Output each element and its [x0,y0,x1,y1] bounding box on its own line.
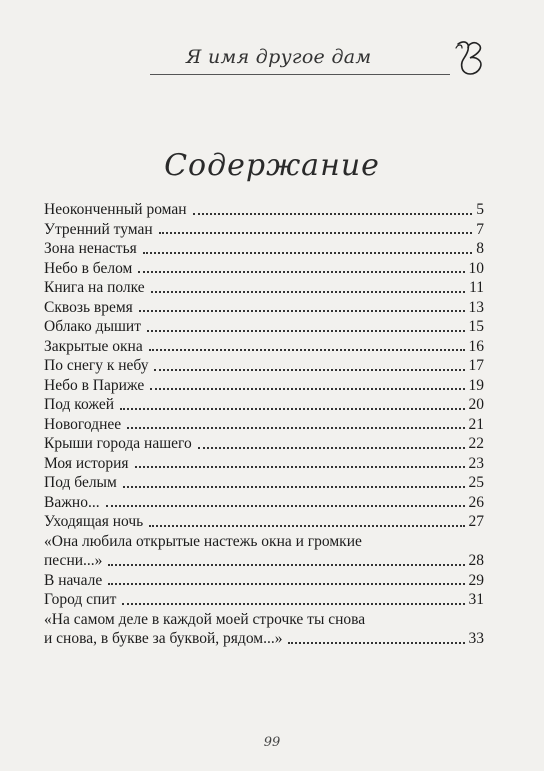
toc-entry-page: 26 [468,493,484,511]
toc-entry-title: Моя история [44,454,129,472]
toc-entry [44,356,484,376]
toc-entry-title-line2: и снова, в букве за буквой, рядом...» [44,630,283,647]
toc-entry-page: 31 [468,591,484,608]
toc-entry-title: Книга на полке [44,279,145,296]
toc-entry-title-line1: «На самом деле в каждой моей строчке ты снова [44,610,366,628]
running-head-title: Я имя другое дам [186,46,372,68]
toc-entry-page: 29 [468,571,484,589]
toc-entry-page: 15 [468,318,484,335]
toc-entry [44,532,484,571]
toc-entry [44,590,484,610]
toc-entry-page: 13 [468,298,484,316]
toc-entry-page: 8 [476,240,484,257]
toc-entry-page: 10 [468,259,484,277]
toc-entry-title: В начале [44,571,103,589]
toc-entry [44,200,484,220]
dot-leader [154,369,464,371]
dot-leader [198,447,465,449]
dot-leader [127,427,464,429]
toc-entry [44,473,484,493]
toc-entry [44,298,484,318]
dot-leader [159,232,473,234]
toc-entry-page: 7 [476,220,484,238]
toc-entry [44,454,484,474]
toc-entry [44,239,484,259]
toc-entry [44,337,484,357]
dot-leader [149,349,465,351]
table-of-contents [44,200,484,649]
toc-entry-page: 22 [468,435,484,452]
dot-leader [139,310,465,312]
toc-entry-page: 19 [468,376,484,394]
dot-leader [151,291,465,293]
dot-leader [147,330,465,332]
toc-entry-page: 5 [476,201,484,218]
toc-entry [44,395,484,415]
toc-entry-title: Неоконченный роман [44,201,187,218]
toc-entry [44,434,484,454]
toc-entry-title: Утренний туман [44,220,153,238]
dot-leader [143,252,472,254]
dot-leader [288,642,464,644]
toc-entry [44,278,484,298]
toc-entry-page: 20 [468,396,484,413]
toc-entry-page: 33 [468,630,484,647]
dot-leader [108,583,464,585]
page-number: 99 [263,735,281,750]
toc-entry-page: 17 [468,357,484,374]
toc-entry [44,493,484,513]
dot-leader [108,564,464,566]
toc-entry [44,415,484,435]
toc-entry-title: Зона ненастья [44,240,137,257]
dot-leader [122,603,464,605]
toc-entry-title: Закрытые окна [44,337,143,355]
toc-entry-page: 23 [468,454,484,472]
toc-entry-title: Сквозь время [44,298,133,316]
toc-entry-title: Важно... [44,493,100,511]
dot-leader [123,486,465,488]
toc-entry-title: Крыши города нашего [44,435,192,452]
toc-entry [44,317,484,337]
dot-leader [120,408,464,410]
toc-entry-page: 27 [468,513,484,530]
running-head-rule [150,74,450,75]
toc-entry-title: Небо в белом [44,259,133,277]
dot-leader [138,271,464,273]
toc-entry-title-line1: «Она любила открытые настежь окна и громкие [44,532,362,550]
dot-leader [106,505,465,507]
toc-entry-title: По снегу к небу [44,357,149,374]
toc-entry [44,220,484,240]
toc-entry-page: 16 [468,337,484,355]
toc-entry [44,610,484,649]
toc-entry [44,259,484,279]
dot-leader [150,388,464,390]
toc-entry-page: 25 [468,474,484,491]
toc-entry-title: Облако дышит [44,318,141,335]
contents-title: Содержание [164,148,380,183]
toc-entry-title: Новогоднее [44,415,122,433]
toc-entry-page: 11 [469,279,484,296]
toc-entry-title: Уходящая ночь [44,513,144,530]
toc-entry-title: Под белым [44,474,117,491]
toc-entry-title: Под кожей [44,396,115,413]
toc-entry [44,512,484,532]
toc-entry-title-line2: песни...» [44,552,103,569]
dot-leader [135,466,465,468]
flourish-letter-icon [450,38,492,80]
toc-entry [44,376,484,396]
toc-entry-title: Небо в Париже [44,376,145,394]
toc-entry [44,571,484,591]
running-head [150,44,440,80]
toc-entry-page: 21 [468,415,484,433]
toc-entry-page: 28 [468,552,484,569]
toc-entry-title: Город спит [44,591,117,608]
dot-leader [193,213,473,215]
dot-leader [149,525,464,527]
